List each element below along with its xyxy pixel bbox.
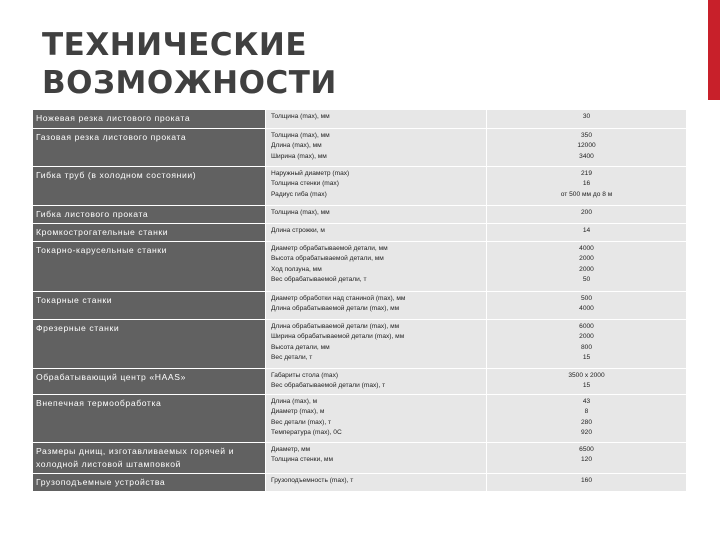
parameter-value: 2000 — [579, 333, 594, 340]
parameter-value: 6000 — [579, 322, 594, 330]
parameter-value-cell — [487, 241, 687, 291]
parameter-value: 4000 — [579, 305, 594, 312]
parameter-value-cell — [487, 319, 687, 368]
capability-name-cell — [33, 473, 266, 491]
parameter-value-cell — [487, 223, 687, 241]
table-row — [33, 394, 686, 442]
parameter-name-cell — [266, 473, 487, 491]
parameter-value: 12000 — [577, 142, 596, 149]
capability-name: Размеры днищ, изготавливаемых горячей и холодной листовой штамповкой — [36, 445, 235, 469]
capability-name-cell — [33, 319, 266, 368]
parameter-name: Габариты стола (max) — [271, 371, 339, 379]
parameter-value: 120 — [580, 456, 592, 463]
capability-name: Гибка труб (в холодном состоянии) — [36, 169, 197, 180]
parameter-value: 3400 — [579, 152, 594, 160]
parameter-name: Диаметр (max), м — [271, 408, 325, 415]
parameter-name: Ширина обрабатываемой детали (max), мм — [271, 333, 405, 340]
parameter-value-cell — [487, 291, 687, 319]
parameter-name: Диаметр обработки над станиной (max), мм — [271, 294, 406, 302]
parameter-value: 219 — [580, 169, 592, 177]
table-row — [33, 205, 686, 223]
parameter-name: Длина (max), мм — [271, 142, 322, 149]
capability-name: Грузоподъемные устройства — [36, 476, 166, 487]
parameter-value-cell — [487, 442, 687, 473]
page-title — [42, 26, 337, 102]
capability-name: Обрабатывающий центр «HAAS» — [36, 371, 186, 382]
capability-name-cell — [33, 368, 266, 394]
table-row — [33, 128, 686, 166]
capability-name: Газовая резка листового проката — [36, 131, 187, 142]
capability-name-cell — [33, 241, 266, 291]
capability-name-cell — [33, 223, 266, 241]
parameter-value: 920 — [580, 429, 592, 436]
parameter-value: 16 — [582, 180, 591, 187]
capability-name: Токарные станки — [36, 294, 113, 305]
parameter-value: 14 — [582, 226, 591, 234]
parameter-name-cell — [266, 291, 487, 319]
capability-name: Ножевая резка листового проката — [36, 113, 191, 123]
parameter-name: Длина (max), м — [271, 397, 318, 405]
accent-bar — [708, 0, 720, 100]
capabilities-table — [33, 110, 686, 492]
parameter-name: Температура (max), 0С — [271, 429, 342, 436]
parameter-name: Толщина стенки, мм — [271, 456, 333, 463]
parameter-value: 8 — [584, 408, 589, 415]
title-line: ВОЗМОЖНОСТИ — [42, 65, 337, 101]
parameter-value: 6500 — [579, 445, 594, 453]
parameter-name-cell — [266, 166, 487, 205]
parameter-name: Толщина (max), мм — [271, 113, 330, 120]
parameter-name: Длина строжки, м — [271, 226, 325, 234]
parameter-name: Диаметр обрабатываемой детали, мм — [271, 244, 388, 252]
parameter-value: 3500 х 2000 — [568, 371, 605, 379]
parameter-name-cell — [266, 319, 487, 368]
parameter-value-cell — [487, 368, 687, 394]
parameter-value: 500 — [580, 294, 592, 302]
capability-name-cell — [33, 205, 266, 223]
table-row — [33, 110, 686, 128]
capability-name-cell — [33, 442, 266, 473]
parameter-name: Ширина (max), мм — [271, 152, 327, 160]
parameter-name-cell — [266, 368, 487, 394]
parameter-name: Наружный диаметр (max) — [271, 169, 350, 177]
table-row — [33, 368, 686, 394]
capability-name: Гибка листового проката — [36, 208, 149, 219]
parameter-name-cell — [266, 442, 487, 473]
parameter-value-cell — [487, 394, 687, 442]
parameter-value: 280 — [580, 418, 592, 426]
parameter-name: Диаметр, мм — [271, 445, 311, 453]
parameter-name: Вес обрабатываемой детали, т — [271, 276, 367, 283]
parameter-name: Высота обрабатываемой детали, мм — [271, 255, 384, 262]
parameter-value-cell — [487, 128, 687, 166]
parameter-value: 350 — [580, 131, 592, 139]
parameter-name: Высота детали, мм — [271, 343, 330, 351]
capability-name-cell — [33, 394, 266, 442]
parameter-value: 160 — [580, 476, 592, 484]
capabilities-table-body — [33, 110, 686, 491]
parameter-name: Длина обрабатываемой детали (max), мм — [271, 305, 400, 312]
parameter-name: Вес детали (max), т — [271, 418, 331, 426]
parameter-value: 50 — [582, 276, 591, 283]
table-row — [33, 473, 686, 491]
parameter-name: Длина обрабатываемой детали (max), мм — [271, 322, 400, 330]
capability-name: Кромкострогательные станки — [36, 226, 169, 237]
capability-name-cell — [33, 110, 266, 128]
capability-name-cell — [33, 128, 266, 166]
parameter-value: 200 — [580, 208, 592, 216]
parameter-name: Вес обрабатываемой детали (max), т — [271, 382, 386, 389]
parameter-name: Ход ползуна, мм — [271, 265, 322, 273]
parameter-name: Толщина (max), мм — [271, 131, 330, 139]
parameter-value-cell — [487, 166, 687, 205]
table-row — [33, 241, 686, 291]
table-row — [33, 442, 686, 473]
parameter-value: 2000 — [579, 255, 594, 262]
capability-name: Токарно-карусельные станки — [36, 244, 168, 255]
title-line: ТЕХНИЧЕСКИЕ — [42, 27, 308, 63]
parameter-name-cell — [266, 128, 487, 166]
parameter-name-cell — [266, 241, 487, 291]
parameter-value: от 500 мм до 8 м — [560, 190, 613, 198]
parameter-name-cell — [266, 205, 487, 223]
parameter-name-cell — [266, 223, 487, 241]
parameter-value: 43 — [582, 397, 591, 405]
parameter-name-cell — [266, 110, 487, 128]
parameter-value-cell — [487, 205, 687, 223]
capability-name: Внепечная термообработка — [36, 397, 162, 408]
table-row — [33, 166, 686, 205]
table-row — [33, 291, 686, 319]
capability-name: Фрезерные станки — [36, 322, 120, 333]
parameter-name: Грузоподъемность (max), т — [271, 476, 354, 484]
parameter-value-cell — [487, 473, 687, 491]
parameter-value: 800 — [580, 343, 592, 351]
capability-name-cell — [33, 166, 266, 205]
table-row — [33, 223, 686, 241]
parameter-value: 2000 — [579, 265, 594, 273]
parameter-value: 15 — [582, 354, 591, 361]
parameter-name: Радиус гиба (max) — [271, 190, 327, 198]
capability-name-cell — [33, 291, 266, 319]
parameter-value: 15 — [582, 382, 591, 389]
parameter-value-cell — [487, 110, 687, 128]
parameter-name: Толщина стенки (max) — [271, 180, 339, 187]
parameter-name-cell — [266, 394, 487, 442]
parameter-value: 4000 — [579, 244, 594, 252]
parameter-value: 30 — [582, 113, 591, 120]
parameter-name: Толщина (max), мм — [271, 208, 330, 216]
parameter-name: Вес детали, т — [271, 354, 313, 361]
table-row — [33, 319, 686, 368]
